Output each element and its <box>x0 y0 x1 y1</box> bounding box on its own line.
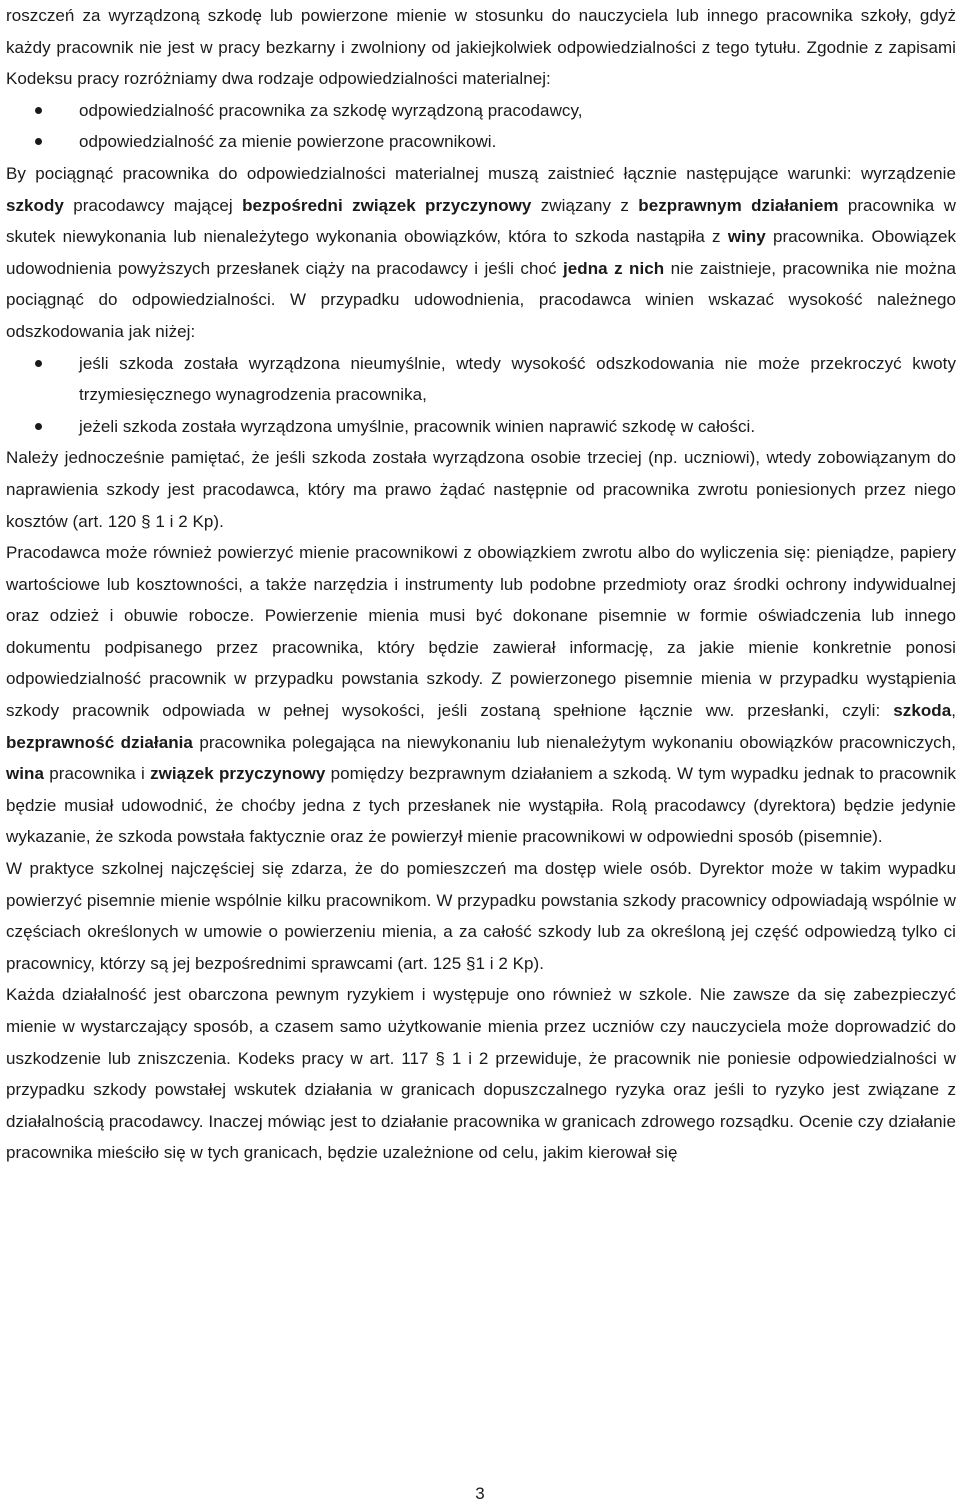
page-number: 3 <box>475 1484 485 1503</box>
bold-term: jedna z nich <box>562 258 665 278</box>
list-item-text: odpowiedzialność pracownika za szkodę wyrządzoną pracodawcy, <box>79 100 583 120</box>
list-item <box>6 411 956 443</box>
bold-term: szkody <box>6 195 64 215</box>
paragraph-entrusted-property <box>6 537 956 853</box>
bold-term: bezprawnym działaniem <box>638 195 839 215</box>
text-run: nie zaistnieje, pracownika nie można pociągnąć do odpowiedzialności. W przypadku udowodnienia, pracodawca winien wskazać wysokość należnego odszkodowania jak niżej: <box>6 258 956 341</box>
text-run: pracownika polegająca na niewykonaniu lub nienależytym wykonaniu obowiązków pracowniczych, <box>192 732 956 752</box>
bullet-icon <box>35 107 42 114</box>
text-run: pomiędzy bezprawnym działaniem a szkodą. W tym wypadku jednak to pracownik będzie musiał udowodnić, że choćby jedna z tych przesłanek nie wystąpiła. Rolą pracodawcy (dyrektora) będzie jedynie wykazanie, że szkoda powstała faktycznie oraz że powierzył mienie pracownikowi w odpowiedni sposób (pisemnie). <box>6 764 956 847</box>
bold-term: związek przyczynowy <box>150 764 326 784</box>
document-body <box>6 0 956 1169</box>
compensation-list <box>6 348 956 443</box>
liability-types-list <box>6 95 956 158</box>
text-run: pracownika w skutek niewykonania lub nienależytego wykonania obowiązków, która to szkoda nastąpiła z <box>6 195 956 247</box>
text-run: pracownika. Obowiązek udowodnienia powyższych przesłanek ciąży na pracodawcy i jeśli choć <box>6 227 957 278</box>
text-run: By pociągnąć pracownika do odpowiedzialności materialnej muszą zaistnieć łącznie następujące warunki: wyrządzenie <box>6 163 956 183</box>
text-run: Pracodawca może również powierzyć mienie pracownikowi z obowiązkiem zwrotu albo do wyliczenia się: pieniądze, papiery wartościowe lub kosztowności, a także narzędzia i instrumenty lub podobne przedmioty oraz środki ochrony indywidualnej oraz odzież i obuwie robocze. Powierzenie mienia musi być dokonane pisemnie w formie oświadczenia lub innego dokumentu podpisanego przez pracownika, który będzie zawierał informację, za jakie mienie konkretnie ponosi odpowiedzialność pracownik w przypadku powstania szkody. Z powierzonego pisemnie mienia w przypadku wystąpienia szkody pracownik odpowiada w pełnej wysokości, jeśli zostaną spełnione łącznie ww. przesłanki, czyli: <box>6 543 956 721</box>
text-run: pracownika i <box>44 764 151 784</box>
paragraph-third-party: Należy jednocześnie pamiętać, że jeśli szkoda została wyrządzona osobie trzeciej (np. uczniowi), wtedy zobowiązanym do naprawienia szkody jest pracodawca, który ma prawo żądać następnie od pracownika zwrotu poniesionych przez niego kosztów (art. 120 § 1 i 2 Kp). <box>6 448 956 531</box>
bold-term: bezprawność działania <box>6 732 193 752</box>
text-run: związany z <box>531 195 639 215</box>
bold-term: wina <box>6 764 44 784</box>
text-run: pracodawcy mającej <box>63 195 243 215</box>
list-item <box>6 95 956 127</box>
list-item-text: jeśli szkoda została wyrządzona nieumyślnie, wtedy wysokość odszkodowania nie może przekroczyć kwoty trzymiesięcznego wynagrodzenia pracownika, <box>79 353 956 405</box>
bullet-icon <box>35 138 42 145</box>
bullet-icon <box>35 423 42 430</box>
paragraph-joint-liability: W praktyce szkolnej najczęściej się zdarza, że do pomieszczeń ma dostęp wiele osób. Dyrektor może w takim wypadku powierzyć pisemnie mienie wspólnie kilku pracownikom. W przypadku powstania szkody pracownicy odpowiadają wspólnie w częściach określonych w umowie o powierzeniu mienia, a za całość szkody lub za określoną jej część odpowiedzą tylko ci pracownicy, którzy są jej bezpośrednimi sprawcami (art. 125 §1 i 2 Kp). <box>6 859 956 973</box>
bold-term: bezpośredni związek przyczynowy <box>242 195 532 215</box>
paragraph-risk: Każda działalność jest obarczona pewnym ryzykiem i występuje ono również w szkole. Nie zawsze da się zabezpieczyć mienie w wystarczający sposób, a czasem samo użytkowanie mienia przez uczniów czy nauczyciela może doprowadzić do uszkodzenie lub zniszczenia. Kodeks pracy w art. 117 § 1 i 2 przewiduje, że pracownik nie poniesie odpowiedzialności w przypadku szkody powstałej wskutek działania w granicach dopuszczalnego ryzyka oraz jeśli to ryzyko jest związane z działalnością pracodawcy. Inaczej mówiąc jest to działanie pracownika w granicach zdrowego rozsądku. Ocenie czy działanie pracownika mieściło się w tych granicach, będzie uzależnione od celu, jakim kierował się <box>6 985 956 1163</box>
list-item-text: odpowiedzialność za mienie powierzone pracownikowi. <box>79 132 497 152</box>
list-item <box>6 126 956 158</box>
paragraph-conditions <box>6 158 956 348</box>
list-item-text: jeżeli szkoda została wyrządzona umyślnie, pracownik winien naprawić szkodę w całości. <box>79 416 756 436</box>
bold-term: winy <box>727 227 766 247</box>
bold-term: szkoda <box>893 701 952 721</box>
list-item <box>6 348 956 411</box>
bullet-icon <box>35 360 42 367</box>
paragraph-intro: roszczeń za wyrządzoną szkodę lub powierzone mienie w stosunku do nauczyciela lub innego pracownika szkoły, gdyż każdy pracownik nie jest w pracy bezkarny i zwolniony od jakiejkolwiek odpowiedzialności z tego tytułu. Zgodnie z zapisami Kodeksu pracy rozróżniamy dwa rodzaje odpowiedzialności materialnej: <box>6 6 956 89</box>
text-run: , <box>951 701 956 721</box>
